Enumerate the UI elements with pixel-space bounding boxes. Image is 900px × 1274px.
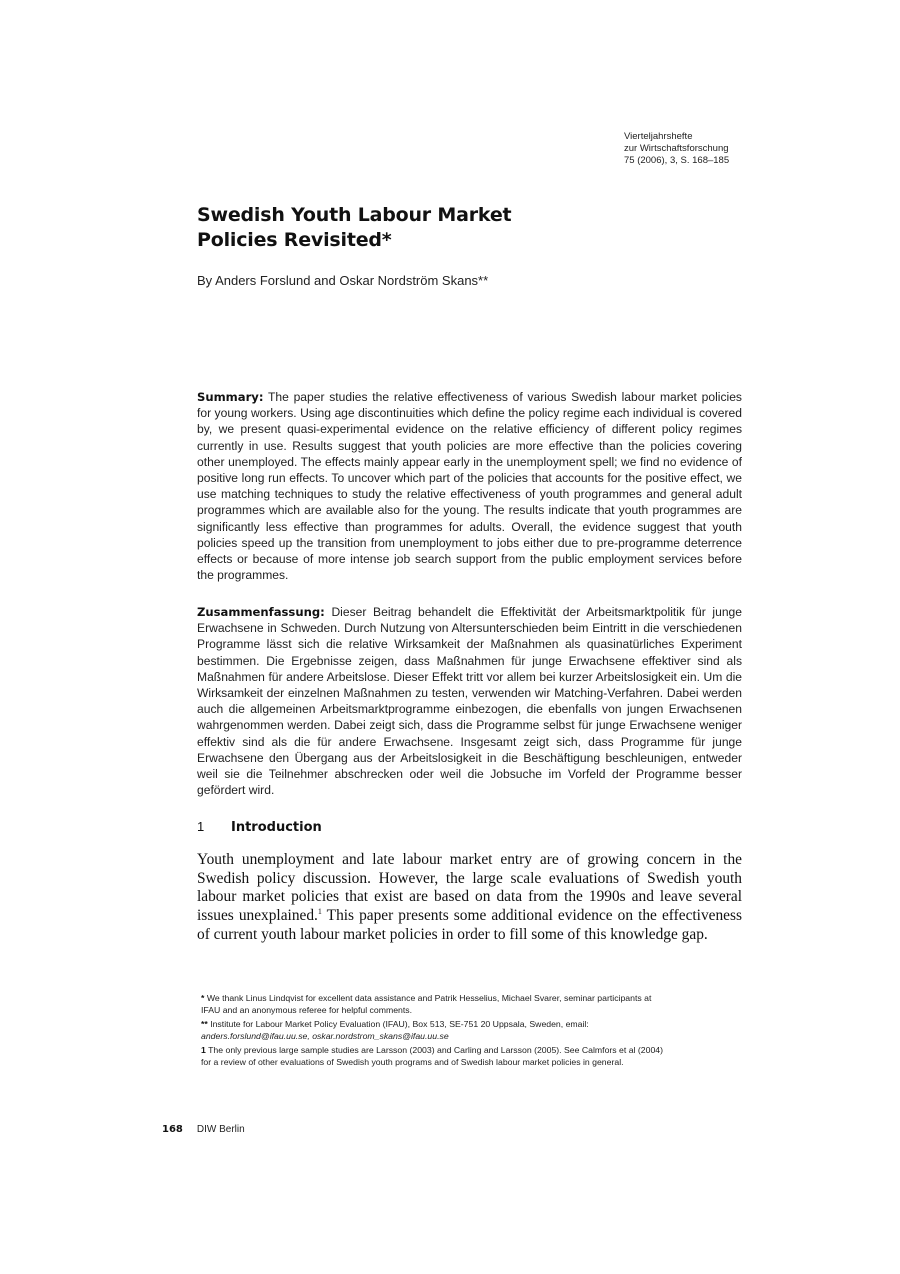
- author-byline: By Anders Forslund and Oskar Nordström Skans**: [197, 273, 489, 288]
- page-number: 168: [162, 1124, 183, 1135]
- article-title: [197, 203, 757, 253]
- footnote-mark: 1: [201, 1045, 206, 1055]
- summary-abstract: [197, 389, 742, 583]
- footnote-text: We thank Linus Lindqvist for excellent data assistance and Patrik Hesselius, Michael Svarer, seminar participants at IFAU and an anonymous referee for helpful comments.: [201, 993, 652, 1015]
- page-footer: [162, 1123, 245, 1136]
- footnote-text: Institute for Labour Market Policy Evaluation (IFAU), Box 513, SE-751 20 Uppsala, Sweden, email:: [210, 1019, 589, 1029]
- footnotes: [201, 992, 666, 1070]
- footnote-1: [201, 1044, 666, 1068]
- footnote-star: [201, 992, 666, 1016]
- footnote-mark: **: [201, 1019, 208, 1029]
- footnote-mark: *: [201, 993, 205, 1003]
- publisher-name: DIW Berlin: [196, 1124, 245, 1135]
- article-title-line2: Policies Revisited*: [197, 229, 392, 251]
- article-title-line1: Swedish Youth Labour Market: [197, 204, 512, 226]
- introduction-paragraph: [197, 851, 742, 945]
- summary-lead: Summary:: [197, 390, 264, 404]
- footnote-emails[interactable]: anders.forslund@ifau.uu.se, oskar.nordstrom_skans@ifau.uu.se: [201, 1031, 449, 1041]
- intro-text-before: Youth unemployment and late labour market entry are of growing concern in the Swedish policy discussion. However, the large scale evaluations of Swedish youth labour market policies that exist are based on data from the 1990s and leave several issues unexplained.: [197, 851, 742, 925]
- footnote-text: The only previous large sample studies are Larsson (2003) and Carling and Larsson (2005). See Calmfors et al (2004) for a review of other evaluations of Swedish youth programs and of Swedish labour market policies in general.: [201, 1045, 663, 1067]
- journal-citation: [624, 131, 824, 167]
- journal-name-line2: zur Wirtschaftsforschung: [624, 143, 729, 154]
- journal-name-line1: Vierteljahrshefte: [624, 131, 693, 142]
- section-heading-introduction: [197, 819, 742, 836]
- zusammenfassung-abstract: [197, 604, 742, 798]
- footnote-ref-1[interactable]: 1: [317, 907, 322, 917]
- section-number: 1: [197, 819, 205, 834]
- footnote-double-star: [201, 1018, 666, 1042]
- intro-text-after: This paper presents some additional evidence on the effectiveness of current youth labour market policies in order to fill some of this knowledge gap.: [197, 907, 742, 943]
- journal-volume-pages: 75 (2006), 3, S. 168–185: [624, 155, 730, 166]
- section-title: Introduction: [231, 820, 322, 835]
- summary-text: The paper studies the relative effectiveness of various Swedish labour market policies for young workers. Using age discontinuities which define the policy regime each individual is covered by, we present quasi-experimental evidence on the relative efficiency of different policy regimes currently in use. Results suggest that youth policies are more effective than the policies covering other unemployed. The effects mainly appear early in the unemployment spell; we find no evidence of positive long run effects. To uncover which part of the policies that accounts for the positive effect, we use matching techniques to study the relative effectiveness of youth programmes and general adult programmes which are available also for the young. The results indicate that youth programmes are significantly less effective than programmes for adults. Overall, the evidence suggest that youth policies speed up the transition from unemployment to jobs either due to pre-programme deterrence effects or because of more intense job search support from the public employment services before the programmes.: [197, 390, 742, 583]
- zusammenfassung-text: Dieser Beitrag behandelt die Effektivität der Arbeitsmarktpolitik für junge Erwachsene in Schweden. Durch Nutzung von Altersunterschieden beim Eintritt in die verschiedenen Programme lässt sich die relative Wirksamkeit der Maßnahmen als quasinatürliches Experiment bestimmen. Die Ergebnisse zeigen, dass Maßnahmen für junge Erwachsene effektiver sind als Maßnahmen für andere Arbeitslose. Dieser Effekt tritt vor allem bei kurzer Arbeitslosigkeit ein. Um die Wirksamkeit der einzelnen Maßnahmen zu testen, verwenden wir Matching-Verfahren. Dabei werden auch die allgemeinen Arbeitsmarktprogramme einbezogen, die ebenfalls von jungen Erwachsenen wahrgenommen werden. Dabei zeigt sich, dass die Programme selbst für junge Erwachsene weniger effektiv sind als die für andere Erwachsene. Insgesamt zeigt sich, dass Programme für junge Erwachsene den Übergang aus der Arbeitslosigkeit in die Beschäftigung beschleunigen, entweder weil sie die Teilnehmer abschrecken oder weil die Jobsuche im Vorfeld der Programme besser gefördert wird.: [197, 605, 742, 798]
- zusammenfassung-lead: Zusammenfassung:: [197, 605, 325, 619]
